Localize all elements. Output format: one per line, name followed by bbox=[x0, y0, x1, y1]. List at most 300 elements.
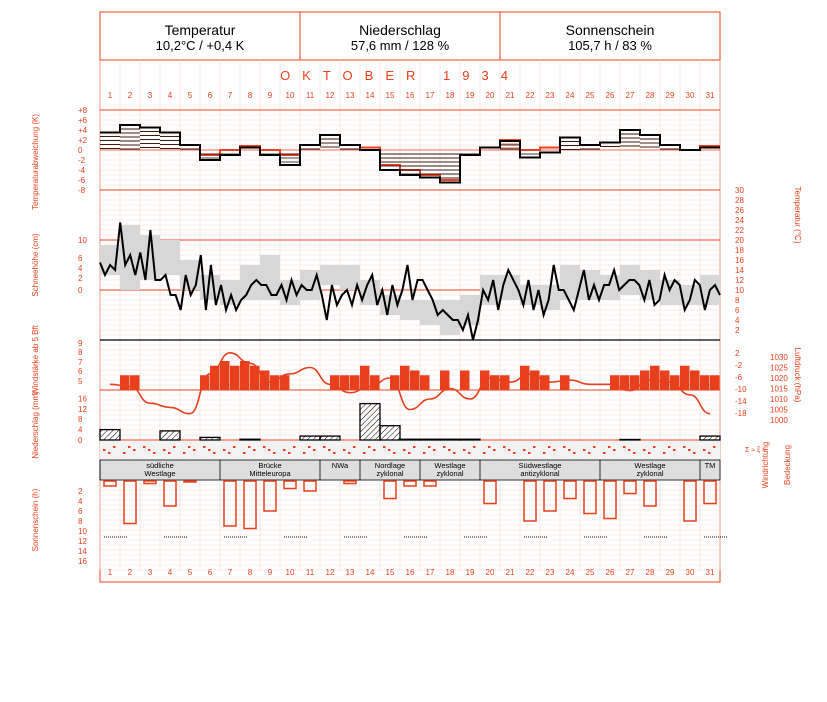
temperature-tick: 30 bbox=[735, 186, 744, 195]
day-number-top: 17 bbox=[425, 91, 435, 100]
wind-icons-legend: Σ ≈ ξ ≈ bbox=[745, 447, 766, 454]
day-number-bottom: 31 bbox=[705, 568, 715, 577]
precipitation-bar bbox=[400, 439, 420, 440]
wind-direction-mark bbox=[628, 449, 631, 451]
day-number-bottom: 19 bbox=[465, 568, 475, 577]
wind-direction-mark bbox=[228, 452, 231, 454]
day-number-top: 8 bbox=[247, 91, 253, 100]
wind-tick: 9 bbox=[78, 339, 83, 348]
sunshine-bar bbox=[224, 481, 236, 526]
wind-bar bbox=[690, 371, 700, 391]
day-number-top: 3 bbox=[147, 91, 153, 100]
day-number-top: 1 bbox=[107, 91, 113, 100]
anomaly-tick: +8 bbox=[78, 106, 88, 115]
sunshine-tick: 2 bbox=[78, 487, 83, 496]
temperature-range-block bbox=[240, 265, 260, 300]
day-number-bottom: 22 bbox=[525, 568, 535, 577]
wind-direction-mark bbox=[488, 446, 491, 448]
day-number-bottom: 20 bbox=[485, 568, 495, 577]
day-number-bottom: 8 bbox=[247, 568, 253, 577]
pressure-tick: 1030 bbox=[770, 353, 788, 362]
precipitation-bar bbox=[160, 431, 180, 440]
day-number-top: 6 bbox=[207, 91, 213, 100]
wind-direction-mark bbox=[668, 446, 671, 448]
sunshine-bar bbox=[584, 481, 596, 514]
wind-direction-mark bbox=[703, 449, 706, 451]
temperature-tick: 16 bbox=[735, 256, 744, 265]
month-title: OKTOBER 1934 bbox=[280, 68, 520, 83]
day-number-top: 10 bbox=[285, 91, 295, 100]
temperature-tick: 8 bbox=[735, 296, 740, 305]
precipitation-bar bbox=[380, 426, 400, 440]
snow-tick: 4 bbox=[78, 264, 83, 273]
wind-direction-mark bbox=[633, 452, 636, 454]
day-number-top: 25 bbox=[585, 91, 595, 100]
wind-bar bbox=[660, 371, 670, 391]
wind-direction-mark bbox=[583, 449, 586, 451]
anomaly-axis-label: Temperaturabweichung (K) bbox=[31, 113, 40, 211]
day-number-bottom: 23 bbox=[545, 568, 555, 577]
weather-type-line: Westlage bbox=[434, 461, 466, 470]
day-number-top: 19 bbox=[465, 91, 475, 100]
anomaly-tick: +4 bbox=[78, 126, 88, 135]
wind-tick: 8 bbox=[78, 348, 83, 357]
wind-direction-mark bbox=[643, 449, 646, 451]
pressure-secondary-tick: -18 bbox=[735, 409, 747, 418]
weather-type-label: NWa bbox=[331, 461, 349, 470]
header-temperature-title: Temperatur bbox=[164, 22, 236, 38]
precipitation-bar bbox=[240, 439, 260, 440]
day-number-top: 11 bbox=[305, 91, 315, 100]
wind-direction-mark bbox=[453, 452, 456, 454]
weather-type-label bbox=[144, 461, 175, 478]
wind-bar bbox=[230, 366, 240, 390]
day-number-bottom: 5 bbox=[187, 568, 193, 577]
wind-direction-mark bbox=[368, 446, 371, 448]
snow-tick: 6 bbox=[78, 254, 83, 263]
wind-direction-mark bbox=[673, 449, 676, 451]
wind-direction-mark bbox=[463, 449, 466, 451]
wind-direction-mark bbox=[333, 452, 336, 454]
sunshine-bar bbox=[344, 481, 356, 484]
day-number-bottom: 9 bbox=[267, 568, 273, 577]
weather-type-label bbox=[519, 461, 562, 478]
precipitation-bar bbox=[620, 439, 640, 440]
weather-type-line: zyklonal bbox=[636, 469, 664, 478]
wind-direction-mark bbox=[363, 452, 366, 454]
wind-direction-mark bbox=[383, 446, 386, 448]
wind-direction-mark bbox=[223, 449, 226, 451]
wind-direction-mark bbox=[533, 446, 536, 448]
wind-direction-mark bbox=[653, 446, 656, 448]
pressure-tick: 1010 bbox=[770, 395, 788, 404]
wind-bar bbox=[560, 375, 570, 390]
day-number-bottom: 21 bbox=[505, 568, 515, 577]
precipitation-tick: 0 bbox=[78, 436, 83, 445]
wind-direction-mark bbox=[573, 452, 576, 454]
sunshine-bar bbox=[544, 481, 556, 511]
wind-direction-mark bbox=[323, 446, 326, 448]
wind-direction-mark bbox=[208, 449, 211, 451]
temperature-tick: 20 bbox=[735, 236, 744, 245]
wind-bar bbox=[440, 371, 450, 391]
wind-direction-mark bbox=[233, 446, 236, 448]
wind-bar bbox=[680, 366, 690, 390]
anomaly-tick: -2 bbox=[78, 156, 86, 165]
temperature-range-block bbox=[400, 300, 420, 320]
day-number-top: 30 bbox=[685, 91, 695, 100]
wind-bar bbox=[350, 375, 360, 390]
wind-direction-mark bbox=[128, 446, 131, 448]
wind-direction-mark bbox=[688, 449, 691, 451]
pressure-tick: 1015 bbox=[770, 384, 788, 394]
wind-direction-mark bbox=[553, 449, 556, 451]
day-number-top: 15 bbox=[385, 91, 395, 100]
sunshine-tick: 4 bbox=[78, 497, 83, 506]
temperature-tick: 22 bbox=[735, 226, 744, 235]
wind-direction-mark bbox=[263, 446, 266, 448]
day-number-top: 4 bbox=[167, 91, 173, 100]
day-number-top: 26 bbox=[605, 91, 615, 100]
wind-direction-mark bbox=[373, 449, 376, 451]
wind-direction-mark bbox=[428, 446, 431, 448]
wind-direction-mark bbox=[143, 446, 146, 448]
wind-direction-mark bbox=[403, 449, 406, 451]
weather-type-label bbox=[434, 461, 465, 478]
weather-type-label bbox=[634, 461, 665, 478]
temperature-axis-label: Temperatur (°C) bbox=[793, 186, 802, 244]
precipitation-bar bbox=[420, 439, 440, 440]
pressure-secondary-tick: 2 bbox=[735, 349, 740, 358]
day-number-top: 28 bbox=[645, 91, 655, 100]
wind-direction-mark bbox=[113, 446, 116, 448]
sunshine-bar bbox=[144, 481, 156, 484]
day-number-top: 7 bbox=[227, 91, 233, 100]
weather-type-line: Westlage bbox=[634, 461, 666, 470]
day-number-top: 21 bbox=[505, 91, 515, 100]
wind-direction-mark bbox=[448, 449, 451, 451]
wind-direction-mark bbox=[288, 452, 291, 454]
wind-direction-mark bbox=[468, 452, 471, 454]
wind-direction-mark bbox=[213, 452, 216, 454]
day-number-bottom: 27 bbox=[625, 568, 635, 577]
snow-axis-label: Schneehöhe (cm) bbox=[31, 233, 40, 297]
temperature-tick: 26 bbox=[735, 206, 744, 215]
wind-direction-mark bbox=[283, 449, 286, 451]
weather-type-line: südliche bbox=[146, 461, 174, 470]
bedeckung-label: Bedeckung bbox=[783, 444, 792, 486]
wind-direction-mark bbox=[523, 449, 526, 451]
wind-direction-mark bbox=[708, 452, 711, 454]
temperature-range-block bbox=[320, 265, 340, 285]
wind-direction-mark bbox=[588, 452, 591, 454]
day-number-bottom: 26 bbox=[605, 568, 615, 577]
precipitation-bar bbox=[700, 436, 720, 440]
snow-tick: 0 bbox=[78, 286, 83, 295]
temperature-tick: 14 bbox=[735, 266, 744, 275]
header-precipitation-title: Niederschlag bbox=[359, 22, 441, 38]
weather-type-line: Mitteleuropa bbox=[249, 469, 291, 478]
day-number-bottom: 12 bbox=[325, 568, 335, 577]
wind-direction-mark bbox=[193, 449, 196, 451]
wind-direction-mark bbox=[303, 452, 306, 454]
day-number-bottom: 15 bbox=[385, 568, 395, 577]
wind-bar bbox=[710, 375, 720, 390]
weather-type-line: Südwestlage bbox=[518, 461, 562, 470]
temperature-tick: 4 bbox=[735, 316, 740, 325]
day-number-bottom: 18 bbox=[445, 568, 455, 577]
wind-bar bbox=[410, 371, 420, 391]
day-number-bottom: 24 bbox=[565, 568, 575, 577]
wind-direction-mark bbox=[443, 446, 446, 448]
day-number-bottom: 4 bbox=[167, 568, 173, 577]
pressure-secondary-tick: -10 bbox=[735, 385, 747, 394]
temperature-tick: 10 bbox=[735, 286, 744, 295]
wind-tick: 6 bbox=[78, 367, 83, 376]
wind-direction-mark bbox=[293, 446, 296, 448]
day-number-bottom: 28 bbox=[645, 568, 655, 577]
day-number-bottom: 6 bbox=[207, 568, 213, 577]
wind-direction-mark bbox=[328, 449, 331, 451]
wind-bar bbox=[460, 371, 470, 391]
wind-direction-mark bbox=[543, 452, 546, 454]
wind-direction-mark bbox=[353, 446, 356, 448]
chart-text bbox=[31, 68, 802, 577]
wind-direction-mark bbox=[568, 449, 571, 451]
anomaly-tick: +2 bbox=[78, 136, 88, 145]
wind-bar bbox=[240, 361, 250, 390]
day-number-top: 12 bbox=[325, 91, 335, 100]
wind-direction-mark bbox=[713, 446, 716, 448]
sunshine-tick: 16 bbox=[78, 557, 87, 566]
weather-type-label: TM bbox=[704, 461, 716, 470]
precipitation-bar bbox=[440, 439, 460, 440]
wind-direction-mark bbox=[648, 452, 651, 454]
weather-type-band bbox=[100, 460, 720, 480]
day-number-bottom: 11 bbox=[305, 568, 315, 577]
weather-type-label bbox=[375, 461, 405, 478]
wind-direction-mark bbox=[273, 452, 276, 454]
sunshine-bar bbox=[404, 481, 416, 486]
sunshine-tick: 10 bbox=[78, 527, 87, 536]
day-number-top: 29 bbox=[665, 91, 675, 100]
wind-direction-mark bbox=[613, 449, 616, 451]
wind-direction-mark bbox=[563, 446, 566, 448]
temperature-tick: 24 bbox=[735, 216, 744, 225]
wind-direction-mark bbox=[473, 446, 476, 448]
wind-direction-mark bbox=[243, 452, 246, 454]
day-number-top: 5 bbox=[187, 91, 193, 100]
pressure-tick: 1025 bbox=[770, 363, 788, 373]
anomaly-tick: 0 bbox=[78, 146, 83, 155]
header-sunshine-title: Sonnenschein bbox=[565, 22, 655, 38]
day-number-bottom: 7 bbox=[227, 568, 233, 577]
pressure-secondary-tick: -14 bbox=[735, 397, 747, 406]
day-number-bottom: 16 bbox=[405, 568, 415, 577]
day-number-bottom: 3 bbox=[147, 568, 153, 577]
day-number-bottom: 14 bbox=[365, 568, 375, 577]
day-number-bottom: 13 bbox=[345, 568, 355, 577]
wind-bar bbox=[370, 375, 380, 390]
precipitation-bar bbox=[320, 436, 340, 440]
sunshine-bar bbox=[264, 481, 276, 511]
wind-direction-mark bbox=[433, 449, 436, 451]
sunshine-tick: 14 bbox=[78, 547, 87, 556]
wind-direction-mark bbox=[503, 446, 506, 448]
wind-direction-mark bbox=[483, 452, 486, 454]
precipitation-bar bbox=[460, 439, 480, 440]
wind-direction-mark bbox=[413, 446, 416, 448]
anomaly-tick: +6 bbox=[78, 116, 88, 125]
header-precipitation bbox=[300, 12, 500, 60]
sunshine-axis-label: Sonnenschein (h) bbox=[31, 488, 40, 552]
day-number-top: 13 bbox=[345, 91, 355, 100]
sunshine-bar bbox=[304, 481, 316, 491]
precipitation-tick: 12 bbox=[78, 404, 87, 414]
wind-bar bbox=[220, 361, 230, 390]
wind-bar bbox=[120, 375, 130, 390]
wind-bar bbox=[210, 366, 220, 390]
wind-bar bbox=[610, 375, 620, 390]
wind-direction-mark bbox=[248, 446, 251, 448]
day-number-top: 23 bbox=[545, 91, 555, 100]
wind-direction-mark bbox=[508, 449, 511, 451]
pressure-axis-label: Luftdruck (hPa) bbox=[793, 347, 802, 403]
wind-bar bbox=[340, 375, 350, 390]
wind-direction-mark bbox=[343, 449, 346, 451]
day-number-bottom: 17 bbox=[425, 568, 435, 577]
temperature-tick: 12 bbox=[735, 276, 744, 285]
wind-direction-mark bbox=[683, 446, 686, 448]
day-number-bottom: 29 bbox=[665, 568, 675, 577]
sunshine-bar bbox=[124, 481, 136, 524]
wind-direction-mark bbox=[173, 446, 176, 448]
windrichtung-label: Windrichtung bbox=[761, 441, 770, 489]
sunshine-bar bbox=[624, 481, 636, 494]
pressure-tick: 1020 bbox=[770, 374, 788, 383]
wind-direction-mark bbox=[188, 446, 191, 448]
header-sunshine-value: 105,7 h / 83 % bbox=[568, 38, 652, 53]
snow-tick: 2 bbox=[78, 274, 83, 283]
precipitation-bar bbox=[300, 436, 320, 440]
pressure-tick: 1000 bbox=[770, 416, 788, 425]
wind-direction-mark bbox=[108, 452, 111, 454]
wind-axis-label: Windstärke ab 5 Bft bbox=[31, 325, 40, 395]
wind-direction-mark bbox=[423, 452, 426, 454]
day-number-bottom: 10 bbox=[285, 568, 295, 577]
wind-direction-mark bbox=[623, 446, 626, 448]
snow-tick: 10 bbox=[78, 236, 87, 245]
temperature-tick: 28 bbox=[735, 196, 744, 205]
temperature-tick: 6 bbox=[735, 306, 740, 315]
wind-direction-mark bbox=[693, 452, 696, 454]
wind-direction-mark bbox=[168, 452, 171, 454]
precipitation-bar bbox=[100, 430, 120, 440]
precipitation-bar bbox=[200, 437, 220, 440]
wind-direction-mark bbox=[388, 449, 391, 451]
day-number-top: 18 bbox=[445, 91, 455, 100]
pressure-secondary-tick: -2 bbox=[735, 361, 743, 370]
header-temperature bbox=[100, 12, 300, 60]
wind-direction-mark bbox=[593, 446, 596, 448]
precipitation-tick: 4 bbox=[78, 425, 83, 435]
anomaly-tick: -4 bbox=[78, 166, 86, 175]
precipitation-tick: 16 bbox=[78, 394, 87, 404]
wind-direction-mark bbox=[153, 452, 156, 454]
anomaly-tick: -8 bbox=[78, 186, 86, 195]
day-number-top: 16 bbox=[405, 91, 415, 100]
wind-direction-mark bbox=[548, 446, 551, 448]
sunshine-bar bbox=[104, 481, 116, 486]
wind-direction-mark bbox=[513, 452, 516, 454]
wind-direction-mark bbox=[103, 449, 106, 451]
pressure-secondary-tick: -6 bbox=[735, 373, 743, 382]
wind-direction-mark bbox=[608, 446, 611, 448]
header-precipitation-value: 57,6 mm / 128 % bbox=[350, 38, 450, 53]
wind-direction-mark bbox=[123, 452, 126, 454]
wind-direction-mark bbox=[603, 452, 606, 454]
sunshine-bar bbox=[184, 481, 196, 482]
sunshine-tick: 8 bbox=[78, 517, 83, 526]
wind-bar bbox=[650, 366, 660, 390]
anomaly-tick: -6 bbox=[78, 176, 86, 185]
wind-direction-mark bbox=[253, 449, 256, 451]
wind-direction-mark bbox=[183, 452, 186, 454]
weather-type-line: Nordlage bbox=[374, 461, 406, 470]
wind-direction-mark bbox=[268, 449, 271, 451]
day-number-bottom: 30 bbox=[685, 568, 695, 577]
weather-type-line: Westlage bbox=[144, 469, 176, 478]
precipitation-axis-label: Niederschlag (mm) bbox=[31, 391, 40, 459]
header-sunshine bbox=[500, 12, 720, 60]
day-number-top: 9 bbox=[267, 91, 273, 100]
day-number-top: 14 bbox=[365, 91, 375, 100]
wind-tick: 7 bbox=[78, 358, 83, 367]
temperature-tick: 2 bbox=[735, 326, 740, 335]
wind-direction-mark bbox=[203, 446, 206, 448]
precipitation-tick: 8 bbox=[78, 415, 83, 425]
wind-direction-mark bbox=[408, 452, 411, 454]
header-temperature-value: 10,2°C / +0,4 K bbox=[155, 38, 245, 53]
wind-bar bbox=[700, 375, 710, 390]
day-number-bottom: 25 bbox=[585, 568, 595, 577]
day-number-top: 2 bbox=[127, 91, 133, 100]
wind-bar bbox=[400, 366, 410, 390]
pressure-tick: 1005 bbox=[770, 405, 788, 415]
wind-direction-mark bbox=[308, 446, 311, 448]
wind-direction-mark bbox=[493, 449, 496, 451]
precipitation-bar bbox=[360, 404, 380, 440]
day-number-top: 31 bbox=[705, 91, 715, 100]
wind-bar bbox=[420, 375, 430, 390]
weather-type-line: Brücke bbox=[258, 461, 282, 470]
day-number-top: 22 bbox=[525, 91, 535, 100]
wind-direction-mark bbox=[313, 449, 316, 451]
wind-direction-mark bbox=[528, 452, 531, 454]
sunshine-bar bbox=[424, 481, 436, 486]
weather-type-line: antizyklonal bbox=[520, 469, 560, 478]
temperature-tick: 18 bbox=[735, 246, 744, 255]
wind-direction-mark bbox=[348, 452, 351, 454]
wind-direction-mark bbox=[148, 449, 151, 451]
wind-direction-mark bbox=[133, 449, 136, 451]
wind-direction-mark bbox=[393, 452, 396, 454]
day-number-top: 20 bbox=[485, 91, 495, 100]
anomaly-series-line bbox=[100, 125, 720, 180]
day-number-bottom: 2 bbox=[127, 568, 133, 577]
day-number-top: 27 bbox=[625, 91, 635, 100]
sunshine-tick: 6 bbox=[78, 507, 83, 516]
